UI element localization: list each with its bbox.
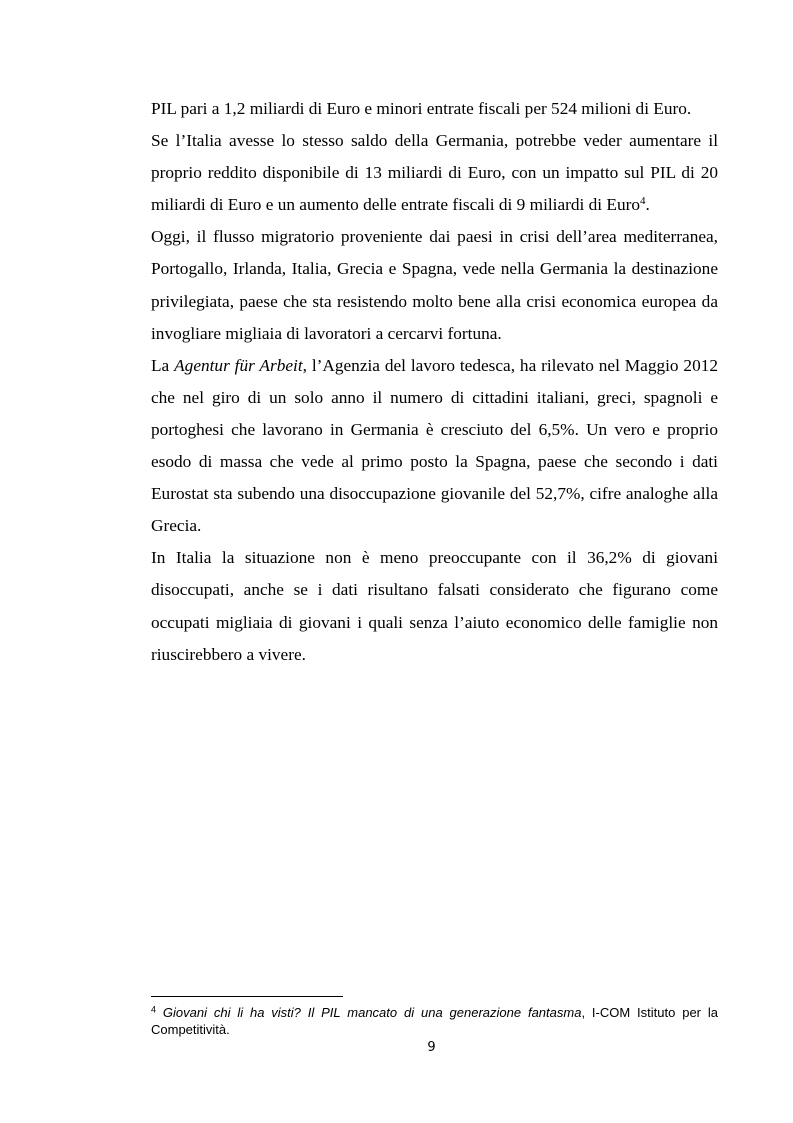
paragraph-1 xyxy=(151,93,718,125)
paragraph-2-end: . xyxy=(645,195,650,215)
paragraph-1-text: PIL pari a 1,2 miliardi di Euro e minori entrate fiscali per 524 milioni di Euro. xyxy=(151,99,692,118)
paragraph-4-start: La xyxy=(151,355,175,375)
page-number: 9 xyxy=(427,1040,436,1055)
paragraph-4-text: , l’Agenzia del lavoro tedesca, ha rilevato nel Maggio 2012 che nel giro di un solo anno il numero di cittadini italiani, greci, spagnoli e portoghesi che lavorano in Germania è cresciuto del 6,5%. Un vero e proprio esodo di massa che vede al primo posto la Spagna, paese che secondo i dati Eurostat sta subendo una disoccupazione giovanile del 52,7%, cifre analoghe alla Grecia. xyxy=(151,355,718,536)
main-text xyxy=(151,93,718,671)
paragraph-5 xyxy=(151,542,718,670)
paragraph-2-text: Se l’Italia avesse lo stesso saldo della Germania, potrebbe veder aumentare il proprio reddito disponibile di 13 miliardi di Euro, con un impatto sul PIL di 20 miliardi di Euro e un aumento delle entrate fiscali di 9 miliardi di Euro xyxy=(151,131,718,215)
paragraph-2 xyxy=(151,125,718,221)
paragraph-4 xyxy=(151,350,718,543)
footnote-reference: 4 xyxy=(640,195,646,208)
footnote-source: , I-COM Istituto per la Competitività. xyxy=(151,1005,718,1037)
footnote xyxy=(151,1004,718,1038)
paragraph-3 xyxy=(151,221,718,349)
footnote-title: Giovani chi li ha visti? Il PIL mancato di una generazione fantasma xyxy=(162,1005,582,1020)
footnote-number: 4 xyxy=(151,1004,157,1015)
footnote-separator xyxy=(151,996,343,997)
paragraph-5-text: In Italia la situazione non è meno preoccupante con il 36,2% di giovani disoccupati, anche se i dati risultano falsati considerato che figurano come occupati migliaia di giovani i quali senza l’aiuto economico delle famiglie non riuscirebbero a vivere. xyxy=(151,548,718,664)
agency-name: Agentur für Arbeit xyxy=(174,355,303,375)
paragraph-3-text: Oggi, il flusso migratorio proveniente dai paesi in crisi dell’area mediterranea, Portogallo, Irlanda, Italia, Grecia e Spagna, vede nella Germania la destinazione privilegiata, paese che sta resistendo molto bene alla crisi economica europea da invogliare migliaia di lavoratori a cercarvi fortuna. xyxy=(151,227,718,343)
